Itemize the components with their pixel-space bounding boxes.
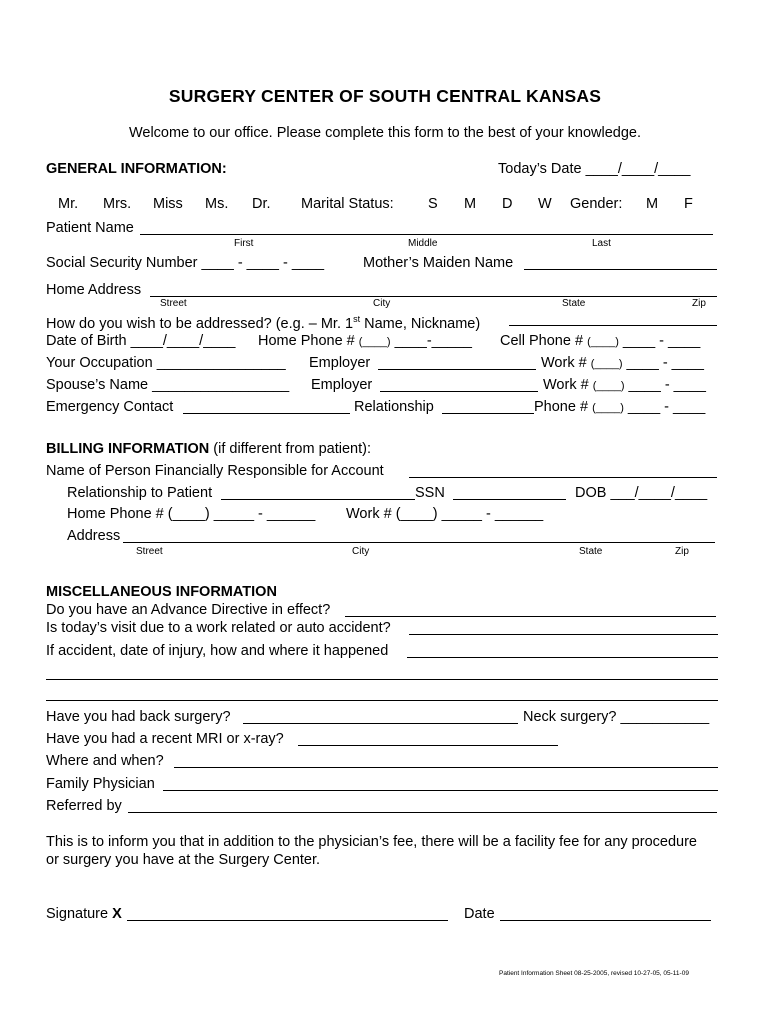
cell-phone-field[interactable]: Cell Phone # (____) ____ - ____ xyxy=(500,333,701,349)
relationship-field[interactable] xyxy=(442,413,534,414)
home-phone-label[interactable]: Home Phone # (____) ____-_____ xyxy=(258,333,473,349)
misc-heading: MISCELLANEOUS INFORMATION xyxy=(46,584,277,600)
signature-label: Signature X xyxy=(46,906,122,922)
name-middle-caption: Middle xyxy=(408,238,438,249)
billing-heading: BILLING INFORMATION (if different from patient): xyxy=(46,441,371,457)
spouse-employer-field[interactable] xyxy=(380,391,538,392)
accident-field[interactable] xyxy=(409,634,718,635)
family-physician-label: Family Physician xyxy=(46,776,155,792)
spouse-name-field[interactable]: Spouse’s Name _________________ xyxy=(46,377,290,393)
work-phone-field[interactable]: Work # (____) ____ - ____ xyxy=(541,355,704,371)
occupation-field[interactable]: Your Occupation ________________ xyxy=(46,355,286,371)
referred-by-field[interactable] xyxy=(128,812,717,813)
address-state-caption: State xyxy=(562,298,586,309)
addressed-question: How do you wish to be addressed? (e.g. – Mr. 1st Name, Nickname) xyxy=(46,314,481,332)
address-zip-caption: Zip xyxy=(692,298,706,309)
where-when-label: Where and when? xyxy=(46,753,164,769)
todays-date[interactable]: Today’s Date ____/____/____ xyxy=(498,161,691,177)
billing-city-caption: City xyxy=(352,546,370,557)
back-surgery-field[interactable] xyxy=(243,723,518,724)
gender-female[interactable]: F xyxy=(684,196,693,212)
employer-label: Employer xyxy=(309,355,371,371)
gender-male[interactable]: M xyxy=(646,196,659,212)
marital-divorced[interactable]: D xyxy=(502,196,513,212)
emergency-contact-label: Emergency Contact xyxy=(46,399,174,415)
home-address-label: Home Address xyxy=(46,282,142,298)
relationship-label: Relationship xyxy=(354,399,434,415)
title-dr[interactable]: Dr. xyxy=(252,196,271,212)
spouse-employer-label: Employer xyxy=(311,377,373,393)
billing-home-phone-field[interactable]: Home Phone # (____) _____ - ______ xyxy=(67,506,316,522)
address-street-caption: Street xyxy=(160,298,187,309)
responsible-party-field[interactable] xyxy=(409,477,717,478)
signature-date-label: Date xyxy=(464,906,495,922)
marital-single[interactable]: S xyxy=(428,196,438,212)
advance-directive-field[interactable] xyxy=(345,616,716,617)
billing-ssn-field[interactable] xyxy=(453,499,566,500)
home-address-field[interactable] xyxy=(150,296,717,297)
facility-fee-notice-2: or surgery you have at the Surgery Center. xyxy=(46,852,321,868)
employer-field[interactable] xyxy=(378,369,536,370)
accident-label: Is today’s visit due to a work related or auto accident? xyxy=(46,620,391,636)
mri-field[interactable] xyxy=(298,745,558,746)
family-physician-field[interactable] xyxy=(163,790,718,791)
marital-married[interactable]: M xyxy=(464,196,477,212)
billing-dob-field[interactable]: DOB ___/____/____ xyxy=(575,485,708,501)
gender-label: Gender: xyxy=(570,196,623,212)
name-last-caption: Last xyxy=(592,238,611,249)
patient-name-field[interactable] xyxy=(140,234,713,235)
patient-name-label: Patient Name xyxy=(46,220,134,236)
general-heading: GENERAL INFORMATION: xyxy=(46,161,227,177)
address-city-caption: City xyxy=(373,298,391,309)
marital-status-label: Marital Status: xyxy=(301,196,394,212)
title-ms[interactable]: Ms. xyxy=(205,196,229,212)
name-first-caption: First xyxy=(234,238,254,249)
injury-field-line-3[interactable] xyxy=(46,700,718,701)
billing-relationship-label: Relationship to Patient xyxy=(67,485,213,501)
spouse-work-phone-field[interactable]: Work # (____) ____ - ____ xyxy=(543,377,706,393)
welcome-text: Welcome to our office. Please complete this form to the best of your knowledge. xyxy=(128,125,642,141)
injury-field-line-2[interactable] xyxy=(46,679,718,680)
emergency-phone-field[interactable]: Phone # (____) ____ - ____ xyxy=(534,399,706,415)
emergency-contact-field[interactable] xyxy=(183,413,350,414)
injury-label: If accident, date of injury, how and where it happened xyxy=(46,643,389,659)
billing-address-label: Address xyxy=(67,528,121,544)
signature-field[interactable] xyxy=(127,920,448,921)
maiden-name-field[interactable] xyxy=(524,269,717,270)
signature-date-field[interactable] xyxy=(500,920,711,921)
form-title: SURGERY CENTER OF SOUTH CENTRAL KANSAS xyxy=(168,86,602,106)
billing-street-caption: Street xyxy=(136,546,163,557)
mri-label: Have you had a recent MRI or x-ray? xyxy=(46,731,284,747)
back-surgery-label: Have you had back surgery? xyxy=(46,709,231,725)
addressed-field[interactable] xyxy=(509,325,717,326)
form-revision-footer: Patient Information Sheet 08-25-2005, revised 10-27-05, 05-11-09 xyxy=(499,970,689,977)
advance-directive-label: Do you have an Advance Directive in effect? xyxy=(46,602,331,618)
title-mrs[interactable]: Mrs. xyxy=(103,196,132,212)
injury-field[interactable] xyxy=(407,657,718,658)
where-when-field[interactable] xyxy=(174,767,718,768)
billing-ssn-label: SSN xyxy=(415,485,445,501)
facility-fee-notice-1: This is to inform you that in addition to the physician’s fee, there will be a facility fee for any procedure xyxy=(46,834,697,850)
marital-widowed[interactable]: W xyxy=(538,196,552,212)
billing-state-caption: State xyxy=(579,546,603,557)
billing-address-field[interactable] xyxy=(123,542,715,543)
dob-field[interactable]: Date of Birth ____/____/____ xyxy=(46,333,236,349)
ssn-field[interactable]: Social Security Number ____ - ____ - ____ xyxy=(46,255,325,271)
billing-relationship-field[interactable] xyxy=(221,499,415,500)
title-mr[interactable]: Mr. xyxy=(58,196,79,212)
responsible-party-label: Name of Person Financially Responsible for Account xyxy=(46,463,384,479)
billing-zip-caption: Zip xyxy=(675,546,689,557)
maiden-name-label: Mother’s Maiden Name xyxy=(363,255,514,271)
neck-surgery-field[interactable]: Neck surgery? ___________ xyxy=(523,709,710,725)
billing-work-phone-field[interactable]: Work # (____) _____ - ______ xyxy=(346,506,544,522)
title-miss[interactable]: Miss xyxy=(153,196,183,212)
referred-by-label: Referred by xyxy=(46,798,122,814)
